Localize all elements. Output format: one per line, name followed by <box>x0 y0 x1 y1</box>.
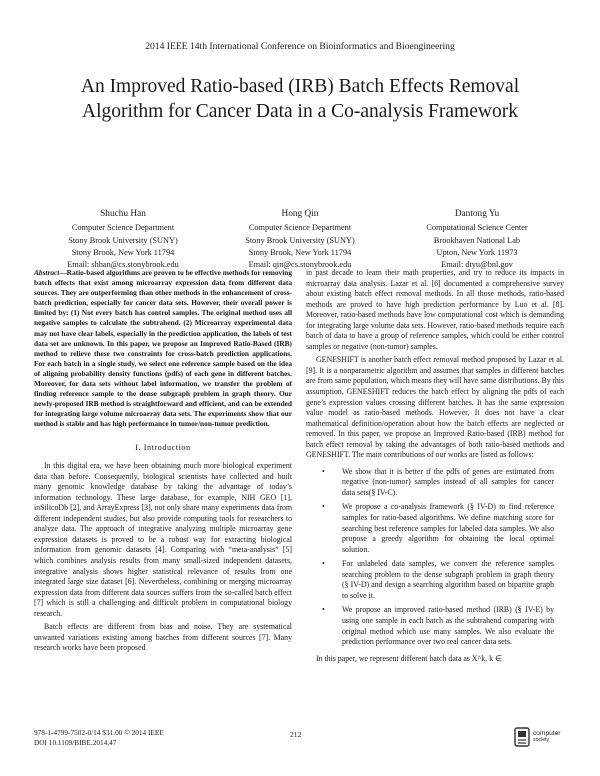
computer-society-logo-icon <box>514 727 530 747</box>
abstract-text: —Ratio-based algorithms are proven to be effective methods for removing batch effects that exist among microarray expression data from different data sources. They are outperforming than other methods in the enhancement of cross-batch prediction, especially for cancer data sets. However, their overall power is limited by: (1) Not every batch has control samples. The original method uses all negative samples to calculate the subtrahend. (2) Microarray experimental data may not have clear labels, especially in the prediction application, the labels of test data set are unknown. In this paper, we propose an Improved Ratio-Based (IRB) method to relieve these two constraints for cross-batch prediction applications. For each batch in a single study, we select one reference sample based on the idea of aligning probability density functions (pdfs) of each gene in different batches. Moreover, for data sets without label information, we transfer the problem of finding reference sample to the dense subgraph problem in graph theory. Our newly-proposed IRB method is straightforward and efficient, and can be extended for integrating large volume microarray data sets. The experiments show that our method is stable and has high performance in tumor/non-tumor prediction. <box>34 268 292 429</box>
abstract-label: Abstract <box>34 268 60 277</box>
author-email: Email: qin@cs.stonybrook.edu <box>248 260 352 270</box>
logo-line-1: computer <box>533 730 561 737</box>
author-3 <box>392 208 562 271</box>
footer-isbn: 978-1-4799-7502-0/14 $31.00 © 2014 IEEE <box>34 728 164 737</box>
bullet-icon: • <box>322 559 325 569</box>
footer-publication-info <box>34 728 164 747</box>
computer-society-logo <box>514 724 574 750</box>
body-paragraph-1: in past decade to learn their math properties, and try to reduce its impacts in microarray data analysis. Lazar et al. [6] documented a comprehensive survey about existing batch effect removal methods. In all those methods, ratio-based methods are proved to have high prediction performance by Luo et al. [8]. Moreover, ratio-based methods have low computational cost which is demanding for integrating large volume data sets. However, ratio-based methods require each batch of data to have a group of reference samples, which could be either control samples or negative (non-tumor) samples. <box>306 268 564 351</box>
author-dept: Computer Science Department <box>248 223 352 233</box>
list-item: • For unlabeled data samples, we convert the reference samples searching problem to the dense subgraph problem in graph theory (§ IV-D) and design a searching algorithm based on bipartite graph to solve it. <box>322 559 554 600</box>
author-name: Hong Qin <box>281 209 319 219</box>
footer-doi: DOI 10.1109/BIBE.2014.47 <box>34 737 117 747</box>
author-1 <box>38 208 208 271</box>
list-item: • We show that it is better if the pdfs of genes are estimated from negative (non-tumor) samples instead of all samples for cancer data sets(§ IV-C). <box>322 466 554 497</box>
author-name: Dantong Yu <box>454 209 500 219</box>
author-address: Stony Brook, New York 11794 <box>71 247 175 257</box>
list-item: • We propose a co-analysis framework (§ IV-D) to find reference samples for ratio-based algorithms. We define matching score for searching best reference samples for labeled data samples. We also propose a greedy algorithm for obtaining the local optimal solution. <box>322 502 554 554</box>
body-paragraph-3: In this paper, we represent different batch data as X^k, k ∈ <box>316 653 502 663</box>
right-column <box>306 268 564 664</box>
logo-wordmark <box>533 730 561 744</box>
paper-title: An Improved Ratio-based (IRB) Batch Effects Removal Algorithm for Cancer Data in a Co-analysis Framework <box>80 76 520 122</box>
page-number: 212 <box>290 730 302 739</box>
conference-header: 2014 IEEE 14th International Conference on Bioinformatics and Bioengineering <box>145 41 455 52</box>
list-item: • We propose an improved ratio-based method (IRB) (§ IV-E) by using one sample in each batch as the subtrahend comparing with original method which use many samples. We also evaluate the prediction performance over two real cancer data sets. <box>322 605 554 647</box>
author-name: Shuchu Han <box>100 209 146 219</box>
author-institution: Stony Brook University (SUNY) <box>68 235 178 245</box>
author-email: Email: dtyu@bnl.gov <box>441 260 513 270</box>
intro-paragraph-1: In this digital era, we have been obtaining much more biological experiment data than before. Consequently, biological scientists have collected and built many genomic knowledge database by taking the advantage of today’s information technology. These large database, for example, NIH GEO [1], inSilicoDb [2], and ArrayExpress [3], not only share many experiments data from different independent studies, but also provide computing tools for researchers to analyze data. The approach of integrative analyzing multiple microarray gene expression datasets is proved to be a robust way for extracting biological information from genomic datasets [4]. Comparing with “meta-analysis” [5] which combines analysis results from many small-sized independent datasets, integrative analysis shows higher statistical relevance of results from one integrated large size dataset [6]. Nevertheless, combining or merging microarray expression data from different data sources suffers from the so-called batch effect [7] which is still a challenging and difficult problem in computational biology research. <box>34 461 292 618</box>
author-address: Upton, New York 11973 <box>436 247 518 257</box>
contributions-list <box>306 467 564 648</box>
bullet-icon: • <box>322 466 325 476</box>
body-paragraph-2: GENESHIFT is another batch effect removal method proposed by Lazar et al.[9]. It is a nonparametric algorithm and assumes that samples in different batches are from same population, which means they will have same distributions. By this assumption, GENESHIFT reduces the batch effect by aligning the pdfs of each gene’s expression values crossing different batches. It has the same expression value model as ratio-based methods. However, It does not have a clear mathematical definition/operation about how the batch effects are neglected or removed. In this paper, we propose an Improved Ratio-based (IRB) method for batch effect removal by taking the advantages of both ratio-based methods and GENESHIFT. The main contributions of our works are listed as follows: <box>306 355 564 460</box>
bullet-icon: • <box>322 605 325 615</box>
section-heading-introduction: I. Introduction <box>135 442 191 452</box>
logo-line-2: society <box>533 737 550 743</box>
author-institution: Brookhaven National Lab <box>433 235 521 245</box>
abstract <box>34 268 292 430</box>
author-block <box>38 208 562 271</box>
left-column <box>34 268 292 654</box>
author-email: Email: shhan@cs.stonybrook.edu <box>67 260 179 270</box>
author-address: Stony Brook, New York 11794 <box>248 247 352 257</box>
intro-paragraph-2: Batch effects are different from bias and noise. They are systematical unwanted variations existing among batches from different sources [7]. Many research works have been proposed <box>34 622 292 653</box>
author-dept: Computer Science Department <box>71 223 175 233</box>
author-2 <box>215 208 385 271</box>
author-dept: Computational Science Center <box>426 223 528 233</box>
bullet-icon: • <box>322 502 325 512</box>
author-institution: Stony Brook University (SUNY) <box>245 235 355 245</box>
